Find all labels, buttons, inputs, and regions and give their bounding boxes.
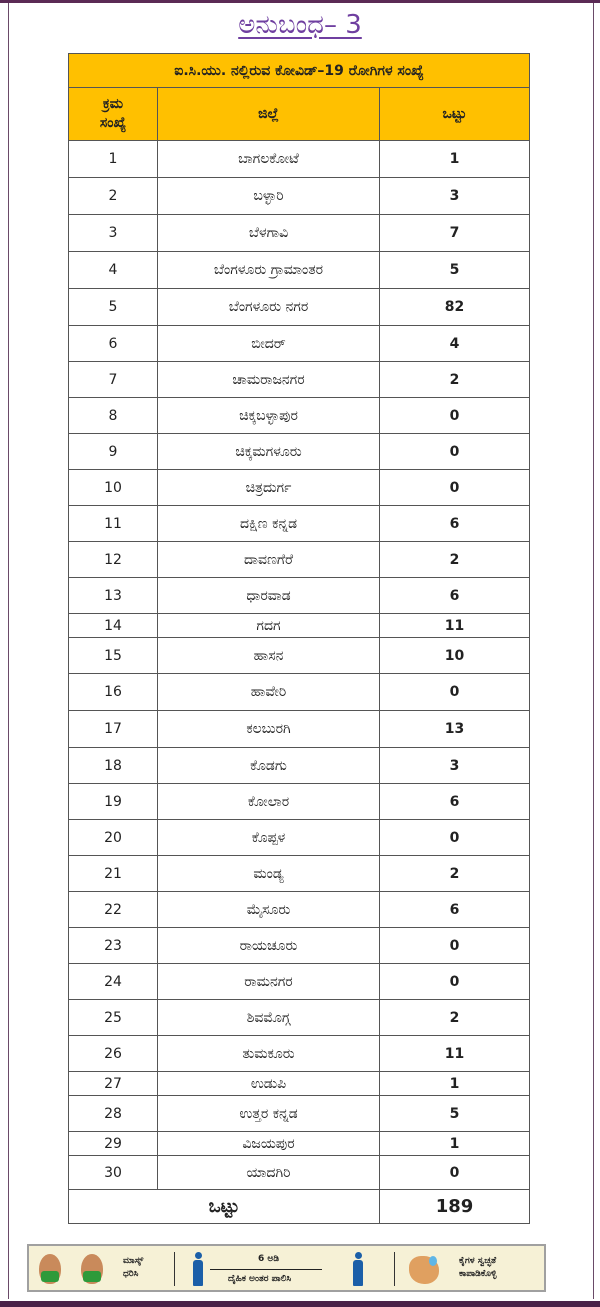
row-count: 6 <box>380 578 530 614</box>
table-row <box>69 674 530 711</box>
col-serial-header <box>69 88 158 141</box>
total-row <box>69 1190 530 1224</box>
row-count: 2 <box>380 856 530 892</box>
row-district: ತುಮಕೂರು <box>158 1036 380 1072</box>
row-count: 0 <box>380 1156 530 1190</box>
row-count: 4 <box>380 326 530 362</box>
table-row <box>69 892 530 928</box>
row-serial: 26 <box>69 1036 158 1072</box>
table-row <box>69 784 530 820</box>
row-district: ವಿಜಯಪುರ <box>158 1132 380 1156</box>
handwash-section <box>401 1250 541 1288</box>
row-count: 3 <box>380 178 530 215</box>
row-serial: 10 <box>69 470 158 506</box>
row-district: ಬೆಂಗಳೂರು ಗ್ರಾಮಾಂತರ <box>158 252 380 289</box>
table-row <box>69 362 530 398</box>
row-serial: 25 <box>69 1000 158 1036</box>
distance-section <box>184 1250 384 1288</box>
row-district: ಧಾರವಾಡ <box>158 578 380 614</box>
row-serial: 6 <box>69 326 158 362</box>
row-district: ಕೊಪ್ಪಳ <box>158 820 380 856</box>
col-serial-line1: ಕ್ರಮ <box>102 96 124 112</box>
row-district: ಕಲಬುರಗಿ <box>158 711 380 748</box>
row-count: 2 <box>380 1000 530 1036</box>
table-row <box>69 289 530 326</box>
safety-banner <box>27 1244 546 1292</box>
row-serial: 19 <box>69 784 158 820</box>
row-count: 5 <box>380 252 530 289</box>
row-district: ಚಿತ್ರದುರ್ಗ <box>158 470 380 506</box>
row-count: 11 <box>380 1036 530 1072</box>
table-row <box>69 614 530 638</box>
row-count: 7 <box>380 215 530 252</box>
table-row <box>69 1000 530 1036</box>
row-district: ಬೀದರ್ <box>158 326 380 362</box>
row-district: ಗದಗ <box>158 614 380 638</box>
icu-covid-table <box>68 53 530 1224</box>
row-count: 1 <box>380 141 530 178</box>
table-row <box>69 178 530 215</box>
row-district: ಮೈಸೂರು <box>158 892 380 928</box>
row-serial: 15 <box>69 638 158 674</box>
mask-section <box>29 1250 174 1288</box>
row-count: 0 <box>380 398 530 434</box>
row-count: 10 <box>380 638 530 674</box>
table-row <box>69 398 530 434</box>
row-serial: 8 <box>69 398 158 434</box>
row-district: ಹಾಸನ <box>158 638 380 674</box>
table-row <box>69 748 530 784</box>
row-district: ರಾಮನಗರ <box>158 964 380 1000</box>
row-district: ಕೊಡಗು <box>158 748 380 784</box>
row-count: 0 <box>380 820 530 856</box>
divider <box>394 1252 395 1286</box>
row-serial: 24 <box>69 964 158 1000</box>
masked-face-icon <box>39 1254 61 1284</box>
page-title: ಅನುಬಂಧ– 3 <box>238 10 362 40</box>
row-serial: 23 <box>69 928 158 964</box>
row-count: 2 <box>380 542 530 578</box>
row-count: 5 <box>380 1096 530 1132</box>
row-district: ಚಿಕ್ಕಮಗಳೂರು <box>158 434 380 470</box>
row-count: 0 <box>380 470 530 506</box>
table-row <box>69 215 530 252</box>
col-total-header: ಒಟ್ಟು <box>380 88 530 141</box>
row-count: 0 <box>380 964 530 1000</box>
divider <box>174 1252 175 1286</box>
row-count: 82 <box>380 289 530 326</box>
bottom-border <box>0 1301 600 1307</box>
row-serial: 28 <box>69 1096 158 1132</box>
row-district: ಉತ್ತರ ಕನ್ನಡ <box>158 1096 380 1132</box>
person-icon <box>192 1252 204 1286</box>
hands-text-line2: ಕಾಪಾಡಿಕೊಳ್ಳಿ <box>459 1269 497 1279</box>
row-district: ರಾಯಚೂರು <box>158 928 380 964</box>
row-serial: 2 <box>69 178 158 215</box>
col-district-header: ಜಿಲ್ಲೆ <box>158 88 380 141</box>
hands-text-line1: ಕೈಗಳ ಸ್ವಚ್ಛತೆ <box>459 1256 497 1266</box>
row-count: 0 <box>380 674 530 711</box>
row-serial: 11 <box>69 506 158 542</box>
table-row <box>69 470 530 506</box>
table-row <box>69 141 530 178</box>
row-count: 0 <box>380 434 530 470</box>
total-value: 189 <box>380 1190 530 1224</box>
row-serial: 21 <box>69 856 158 892</box>
row-count: 3 <box>380 748 530 784</box>
table-heading: ಐ.ಸಿ.ಯು. ನಲ್ಲಿರುವ ಕೋವಿಡ್–19 ರೋಗಿಗಳ ಸಂಖ್ಯೆ <box>69 54 530 88</box>
row-district: ಮಂಡ್ಯ <box>158 856 380 892</box>
row-serial: 1 <box>69 141 158 178</box>
row-district: ಹಾವೇರಿ <box>158 674 380 711</box>
row-count: 13 <box>380 711 530 748</box>
row-count: 0 <box>380 928 530 964</box>
row-count: 6 <box>380 784 530 820</box>
row-district: ಬಳ್ಳಾರಿ <box>158 178 380 215</box>
table-row <box>69 1096 530 1132</box>
table-row <box>69 578 530 614</box>
row-serial: 30 <box>69 1156 158 1190</box>
row-serial: 5 <box>69 289 158 326</box>
distance-text-bottom: ದೈಹಿಕ ಅಂತರ ಪಾಲಿಸಿ <box>228 1274 292 1284</box>
row-serial: 4 <box>69 252 158 289</box>
person-icon <box>352 1252 364 1286</box>
table-row <box>69 1132 530 1156</box>
table-row <box>69 434 530 470</box>
row-serial: 16 <box>69 674 158 711</box>
arrow-line <box>210 1269 322 1270</box>
row-serial: 3 <box>69 215 158 252</box>
row-serial: 12 <box>69 542 158 578</box>
row-serial: 18 <box>69 748 158 784</box>
table-row <box>69 1036 530 1072</box>
row-district: ದಕ್ಷಿಣ ಕನ್ನಡ <box>158 506 380 542</box>
row-count: 6 <box>380 892 530 928</box>
row-district: ಬೆಂಗಳೂರು ನಗರ <box>158 289 380 326</box>
table-row <box>69 1072 530 1096</box>
row-district: ಬಾಗಲಕೋಟೆ <box>158 141 380 178</box>
row-serial: 27 <box>69 1072 158 1096</box>
table-row <box>69 711 530 748</box>
row-district: ಕೋಲಾರ <box>158 784 380 820</box>
row-district: ಬೆಳಗಾವಿ <box>158 215 380 252</box>
total-label: ಒಟ್ಟು <box>69 1190 380 1224</box>
row-serial: 20 <box>69 820 158 856</box>
row-serial: 7 <box>69 362 158 398</box>
row-serial: 13 <box>69 578 158 614</box>
table-row <box>69 506 530 542</box>
row-serial: 14 <box>69 614 158 638</box>
table-row <box>69 964 530 1000</box>
row-count: 1 <box>380 1132 530 1156</box>
table-row <box>69 252 530 289</box>
row-serial: 29 <box>69 1132 158 1156</box>
row-district: ಯಾದಗಿರಿ <box>158 1156 380 1190</box>
row-count: 11 <box>380 614 530 638</box>
col-serial-line2: ಸಂಖ್ಯೆ <box>99 115 127 131</box>
table-body <box>69 141 530 1190</box>
row-district: ಚಿಕ್ಕಬಳ್ಳಾಪುರ <box>158 398 380 434</box>
row-district: ಶಿವಮೊಗ್ಗ <box>158 1000 380 1036</box>
mask-text-line1: ಮಾಸ್ಕ್ <box>123 1256 144 1266</box>
table-row <box>69 856 530 892</box>
row-count: 6 <box>380 506 530 542</box>
row-count: 2 <box>380 362 530 398</box>
table-row <box>69 1156 530 1190</box>
hand-wash-icon <box>409 1256 439 1284</box>
table-row <box>69 820 530 856</box>
row-serial: 22 <box>69 892 158 928</box>
row-serial: 9 <box>69 434 158 470</box>
table-row <box>69 638 530 674</box>
table-row <box>69 542 530 578</box>
row-count: 1 <box>380 1072 530 1096</box>
masked-face-icon <box>81 1254 103 1284</box>
row-district: ದಾವಣಗೆರೆ <box>158 542 380 578</box>
mask-text-line2: ಧರಿಸಿ <box>123 1269 139 1279</box>
table-row <box>69 326 530 362</box>
distance-text-top: 6 ಅಡಿ <box>258 1254 279 1264</box>
row-district: ಉಡುಪಿ <box>158 1072 380 1096</box>
row-serial: 17 <box>69 711 158 748</box>
row-district: ಚಾಮರಾಜನಗರ <box>158 362 380 398</box>
table-row <box>69 928 530 964</box>
